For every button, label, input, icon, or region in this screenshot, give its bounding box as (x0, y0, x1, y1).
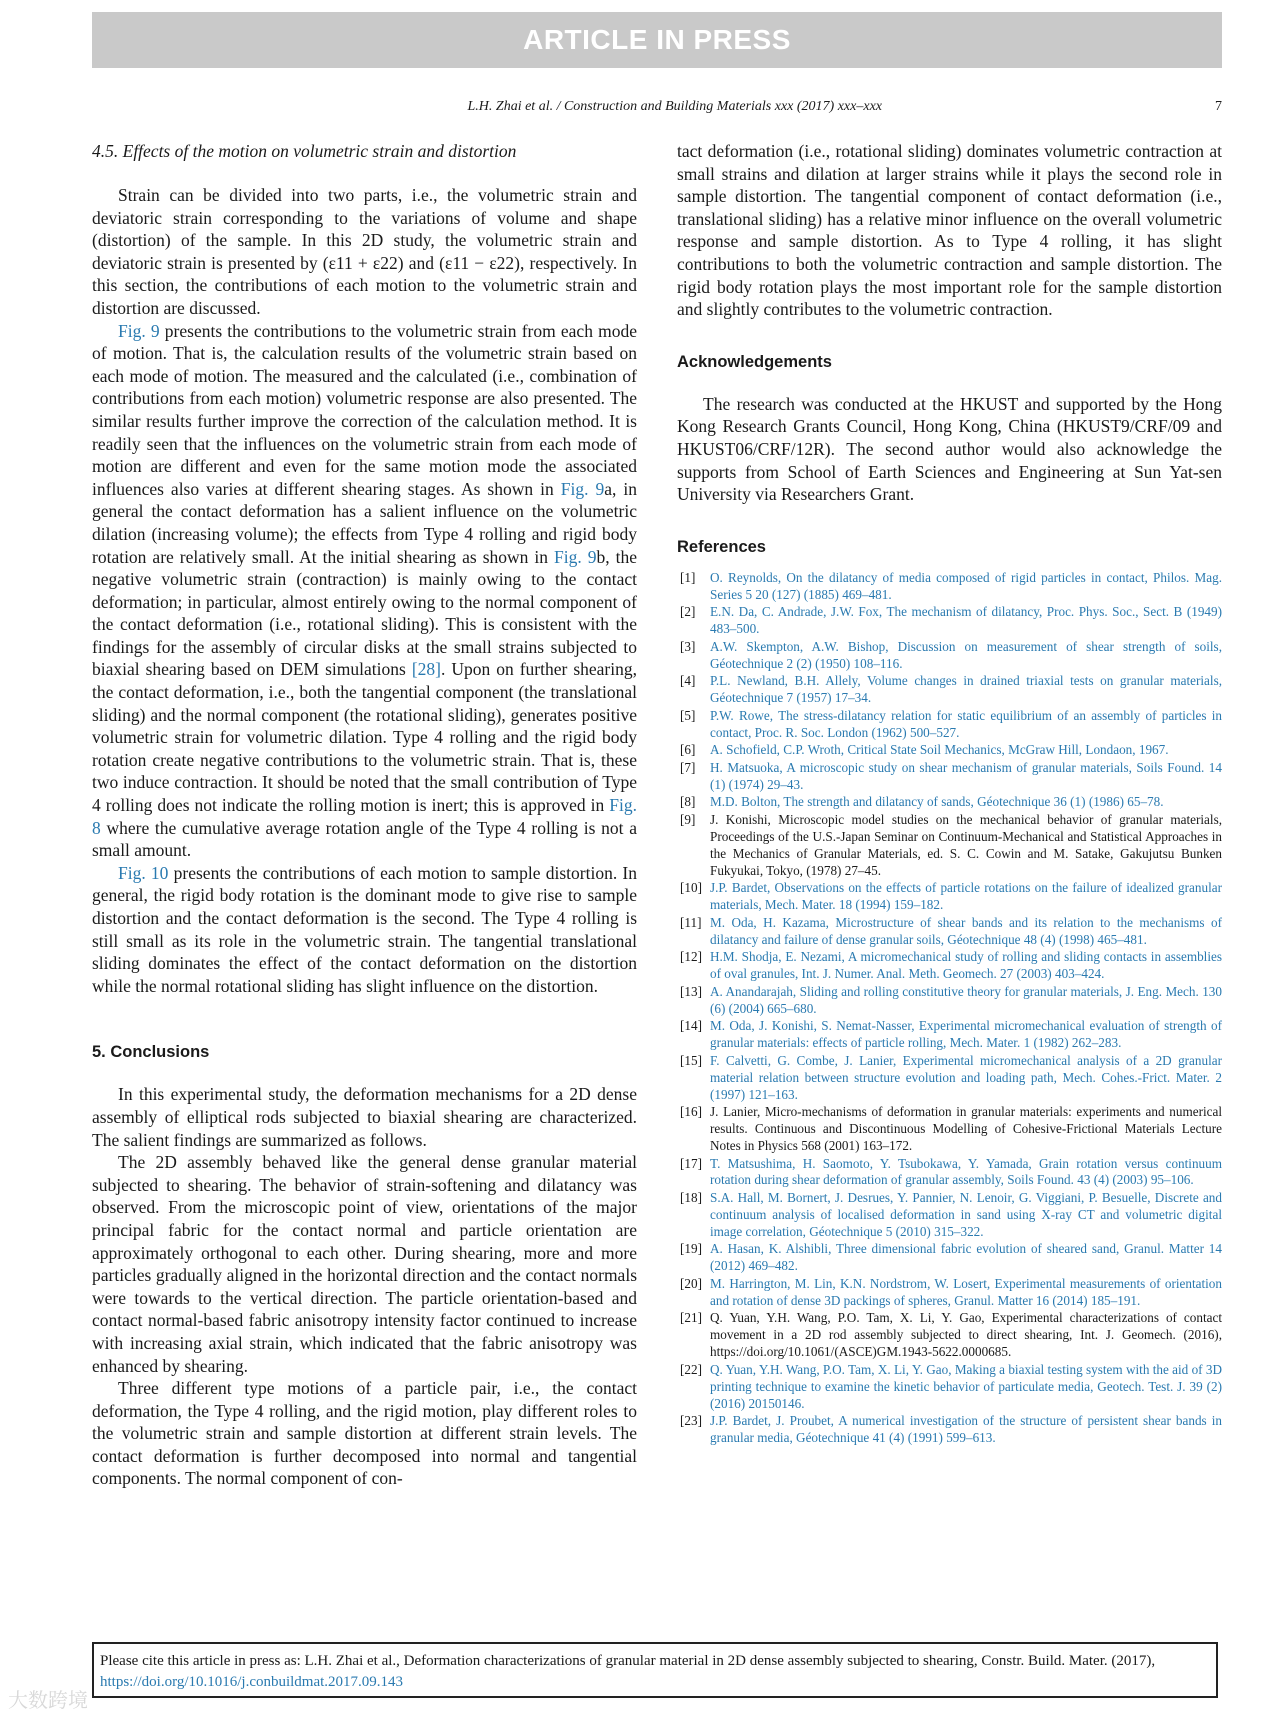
reference-number: [14] (680, 1018, 702, 1034)
reference-item[interactable] (677, 604, 1222, 638)
left-column (92, 140, 637, 1490)
reference-list (677, 570, 1222, 1447)
reference-text: H. Matsuoka, A microscopic study on shear mechanism of granular materials, Soils Found. 14 (1) (1974) 29–43. (710, 759, 1222, 792)
reference-text: T. Matsushima, H. Saomoto, Y. Tsubokawa, Y. Yamada, Grain rotation versus continuum rotation during shear deformation of granular assembly, Soils Found. 43 (4) (2003) 95–106. (710, 1155, 1222, 1188)
reference-item[interactable] (677, 794, 1222, 811)
reference-number: [5] (680, 707, 696, 723)
paragraph: In this experimental study, the deformation mechanisms for a 2D dense assembly of elliptical rods subjected to biaxial shearing are characterized. The salient findings are summarized as follows. (92, 1084, 637, 1150)
reference-text: J.P. Bardet, J. Proubet, A numerical investigation of the structure of persistent shear bands in granular media, Géotechnique 41 (4) (1991) 599–613. (710, 1413, 1222, 1446)
paragraph: The 2D assembly behaved like the general dense granular material subjected to shearing. The behavior of strain-softening and dilatancy was observed. From the microscopic point of view, orientations of the major principal fabric for the contact normal and particle orientation are approximately orthogonal to each other. During shearing, more and more particles gradually aligned in the horizontal direction and the contact normals were towards to the vertical direction. The particle orientation-based and contact normal-based fabric anisotropy intensity factor continued to increase with increasing axial strain, which indicated that the fabric anisotropy was enhanced by shearing. (92, 1152, 637, 1376)
reference-text: O. Reynolds, On the dilatancy of media composed of rigid particles in contact, Philos. Mag. Series 5 20 (127) (1885) 469–481. (710, 569, 1222, 602)
reference-number: [13] (680, 983, 702, 999)
reference-number: [23] (680, 1413, 702, 1429)
reference-text: E.N. Da, C. Andrade, J.W. Fox, The mechanism of dilatancy, Proc. Phys. Soc., Sect. B (1949) 483–500. (710, 604, 1222, 637)
reference-number: [17] (680, 1155, 702, 1171)
reference-item[interactable] (677, 949, 1222, 983)
reference-item[interactable] (677, 1413, 1222, 1447)
reference-item[interactable] (677, 1362, 1222, 1413)
reference-number: [20] (680, 1275, 702, 1291)
reference-item[interactable] (677, 1190, 1222, 1241)
reference-text: A.W. Skempton, A.W. Bishop, Discussion on measurement of shear strength of soils, Géotechnique 2 (2) (1950) 108–116. (710, 638, 1222, 671)
section-title: 5. Conclusions (92, 1043, 210, 1062)
reference-text: Q. Yuan, Y.H. Wang, P.O. Tam, X. Li, Y. Gao, Experimental characterizations of contact movement in a 2D rod assembly subjected to direct shearing, Int. J. Geomech. (2016), https://doi.org/10.1061/(ASCE)GM.1943-5622.0000685. (710, 1310, 1222, 1360)
reference-item[interactable] (677, 639, 1222, 673)
figure-link[interactable]: Fig. 9 (560, 478, 605, 499)
reference-text: J. Lanier, Micro-mechanisms of deformation in granular materials: experiments and numerical results. Continuous and Discontinuous Modelling of Cohesive-Frictional Materials Lecture Notes in Physics 568 (2001) 163–172. (710, 1104, 1222, 1153)
reference-item[interactable] (677, 673, 1222, 707)
reference-number: [18] (680, 1190, 702, 1206)
reference-item[interactable] (677, 742, 1222, 759)
reference-number: [22] (680, 1361, 702, 1377)
reference-number: [3] (680, 638, 696, 654)
reference-text: F. Calvetti, G. Combe, J. Lanier, Experimental micromechanical analysis of a 2D granular material relation between structure evolution and loading path, Mech. Cohes.-Frict. Mater. 2 (1997) 121–163. (710, 1052, 1222, 1102)
acknowledgements-title: Acknowledgements (677, 352, 832, 371)
figure-link[interactable]: Fig. 9 (118, 320, 160, 341)
citation-box: Please cite this article in press as: L.H. Zhai et al., Deformation characterizations of granular material in 2D dense assembly subjected to shearing, Constr. Build. Mater. (2017), https://doi.org/10.1016/j.conbuildmat.2017.09.143 (92, 1642, 1218, 1698)
reference-item[interactable] (677, 812, 1222, 880)
reference-item[interactable] (677, 1104, 1222, 1155)
reference-text: P.L. Newland, B.H. Allely, Volume changes in drained triaxial tests on granular materials, Géotechnique 7 (1957) 17–34. (710, 673, 1222, 706)
reference-number: [6] (680, 742, 696, 758)
paragraph: Strain can be divided into two parts, i.e., the volumetric strain and deviatoric strain corresponding to the variations of volume and shape (distortion) of the sample. In this 2D study, the volumetric strain and deviatoric strain is presented by (ε11 + ε22) and (ε11 − ε22), respectively. In this section, the contributions of each motion to the volumetric strain and distortion are discussed. (92, 185, 637, 318)
reference-item[interactable] (677, 1241, 1222, 1275)
reference-text: A. Schofield, C.P. Wroth, Critical State Soil Mechanics, McGraw Hill, Londaon, 1967. (710, 742, 1169, 758)
reference-number: [4] (680, 673, 696, 689)
reference-item[interactable] (677, 880, 1222, 914)
reference-item[interactable] (677, 1053, 1222, 1104)
reference-text: M. Oda, H. Kazama, Microstructure of shear bands and its relation to the mechanisms of dilatancy and failure of dense granular soils, Géotechnique 48 (4) (1998) 465–481. (710, 914, 1222, 947)
reference-item[interactable] (677, 570, 1222, 604)
reference-item[interactable] (677, 760, 1222, 794)
citation-link[interactable]: [28] (411, 659, 441, 680)
watermark: 大数跨境 (8, 1688, 88, 1712)
reference-text: Q. Yuan, Y.H. Wang, P.O. Tam, X. Li, Y. Gao, Making a biaxial testing system with the aid of 3D printing technique to examine the kinetic behavior of particulate media, Geotech. Test. J. 39 (2) (2016) 20150146. (710, 1361, 1222, 1411)
running-head (92, 99, 1222, 119)
paragraph: tact deformation (i.e., rotational sliding) dominates volumetric contraction at small strains and dilation at larger strains while it plays the second role in sample distortion. The tangential component of contact deformation (i.e., translational sliding) has a relative minor influence on the overall volumetric response and sample distortion. As to Type 4 rolling, it has slight contributions to both the volumetric contraction and sample distortion. The rigid body rotation plays the most important role for the sample distortion and slightly contributes to the volumetric contraction. (677, 141, 1222, 320)
reference-item[interactable] (677, 1310, 1222, 1361)
reference-text: A. Anandarajah, Sliding and rolling constitutive theory for granular materials, J. Eng. Mech. 130 (6) (2004) 665–680. (710, 983, 1222, 1016)
reference-number: [11] (680, 914, 702, 930)
subsection-title: 4.5. Effects of the motion on volumetric strain and distortion (92, 141, 517, 161)
reference-text: A. Hasan, K. Alshibli, Three dimensional fabric evolution of sheared sand, Granul. Matter 14 (2012) 469–482. (710, 1241, 1222, 1274)
reference-item[interactable] (677, 915, 1222, 949)
paragraph: Three different type motions of a particle pair, i.e., the contact deformation, the Type 4 rolling, and the rigid motion, play different roles to the volumetric strain and sample distortion at different strain levels. The contact deformation is further decomposed into normal and tangential components. The normal component of con- (92, 1378, 637, 1489)
reference-text: M. Oda, J. Konishi, S. Nemat-Nasser, Experimental micromechanical evaluation of strength of granular materials: effects of particle rolling, Mech. Mater. 1 (1982) 262–283. (710, 1018, 1222, 1051)
reference-text: M.D. Bolton, The strength and dilatancy of sands, Géotechnique 36 (1) (1986) 65–78. (710, 794, 1164, 810)
reference-number: [10] (680, 880, 702, 896)
paragraph: Fig. 9 presents the contributions to the volumetric strain from each mode of motion. That is, the calculation results of the volumetric strain based on each mode of motion. The measured and the calculated (i.e., combination of contributions from each motion) volumetric response are also presented. The similar results further improve the correction of the calculation method. It is readily seen that the influences on the volumetric strain from each mode of motion are different and even for the same motion mode the associated influences also varies at different shearing stages. As shown in Fig. 9a, in general the contact deformation has a salient influence on the volumetric dilation (increasing volume); the effects from Type 4 rolling and rigid body rotation are relatively small. At the initial shearing as shown in Fig. 9b, the negative volumetric strain (contraction) is mainly owing to the contact deformation; in particular, almost entirely owing to the normal component of the contact deformation (i.e., rotational sliding). This is consistent with the findings for the assembly of circular disks at the small strains subjected to biaxial shearing based on DEM simulations [28]. Upon on further shearing, the contact deformation, i.e., both the tangential component (the translational sliding) and the normal component (the rotational sliding), generates positive volumetric strain for volumetric dilation. Type 4 rolling and the rigid body rotation create negative contributions to the volumetric strain. That is, these two induce contraction. It should be noted that the small contribution of Type 4 rolling does not indicate the rolling motion is inert; this is approved in Fig. 8 where the cumulative average rotation angle of the Type 4 rolling is not a small amount. (92, 320, 637, 861)
doi-link[interactable]: https://doi.org/10.1016/j.conbuildmat.2017.09.143 (100, 1674, 404, 1690)
journal-citation: L.H. Zhai et al. / Construction and Building Materials xxx (2017) xxx–xxx (467, 99, 882, 114)
reference-number: [9] (680, 811, 696, 827)
reference-text: J. Konishi, Microscopic model studies on the mechanical behavior of granular materials, Proceedings of the U.S.-Japan Seminar on Continuum-Mechanical and Statistical Approaches in the Mechanics of Granular Materials, ed. S. C. Cowin and M. Satake, Gakujutsu Bunken Fukyukai, Tokyo, (1978) 27–45. (710, 811, 1222, 878)
references-title: References (677, 537, 766, 556)
page-number: 7 (1215, 99, 1222, 114)
reference-item[interactable] (677, 708, 1222, 742)
reference-item[interactable] (677, 1018, 1222, 1052)
reference-number: [16] (680, 1104, 702, 1120)
reference-text: H.M. Shodja, E. Nezami, A micromechanical study of rolling and sliding contacts in assemblies of oval granules, Int. J. Numer. Anal. Meth. Geomech. 27 (2003) 403–424. (710, 949, 1222, 982)
reference-number: [15] (680, 1052, 702, 1068)
reference-number: [1] (680, 569, 696, 585)
reference-number: [7] (680, 759, 696, 775)
paragraph: Fig. 10 presents the contributions of each motion to sample distortion. In general, the rigid body rotation is the dominant mode to give rise to sample distortion and the contact deformation is the second. The Type 4 rolling is still small as its role in the volumetric strain. The tangential translational sliding dominates the effect of the contact deformation on the distortion while the normal rotational sliding has slight influence on the distortion. (92, 862, 637, 996)
reference-number: [8] (680, 794, 696, 810)
reference-text: J.P. Bardet, Observations on the effects of particle rotations on the failure of idealized granular materials, Mech. Mater. 18 (1994) 159–182. (710, 880, 1222, 913)
acknowledgements-text: The research was conducted at the HKUST and supported by the Hong Kong Research Grants Council, Hong Kong, China (HKUST9/CRF/09 and HKUST06/CRF/12R). The second author would also acknowledge the supports from School of Earth Sciences and Engineering at Sun Yat-sen University via Researchers Grant. (677, 393, 1222, 505)
reference-item[interactable] (677, 984, 1222, 1018)
reference-text: M. Harrington, M. Lin, K.N. Nordstrom, W. Losert, Experimental measurements of orientation and rotation of dense 3D packings of spheres, Granul. Matter 16 (2014) 185–191. (710, 1275, 1222, 1308)
reference-item[interactable] (677, 1276, 1222, 1310)
reference-number: [21] (680, 1310, 702, 1326)
figure-link[interactable]: Fig. 8 (92, 795, 637, 838)
reference-text: S.A. Hall, M. Bornert, J. Desrues, Y. Pannier, N. Lenoir, G. Viggiani, P. Besuelle, Discrete and continuum analysis of localised deformation in sand using X-ray CT and volumetric digital image correlation, Géotechnique 5 (2010) 315–322. (710, 1190, 1222, 1239)
right-column (677, 140, 1222, 1448)
figure-link[interactable]: Fig. 9 (554, 546, 597, 567)
reference-number: [12] (680, 949, 702, 965)
article-in-press-banner: ARTICLE IN PRESS (92, 12, 1222, 68)
reference-text: P.W. Rowe, The stress-dilatancy relation for static equilibrium of an assembly of particles in contact, Proc. R. Soc. London (1962) 500–527. (710, 707, 1222, 740)
figure-link[interactable]: Fig. 10 (118, 862, 169, 883)
reference-item[interactable] (677, 1156, 1222, 1190)
reference-number: [19] (680, 1241, 702, 1257)
reference-number: [2] (680, 604, 696, 620)
